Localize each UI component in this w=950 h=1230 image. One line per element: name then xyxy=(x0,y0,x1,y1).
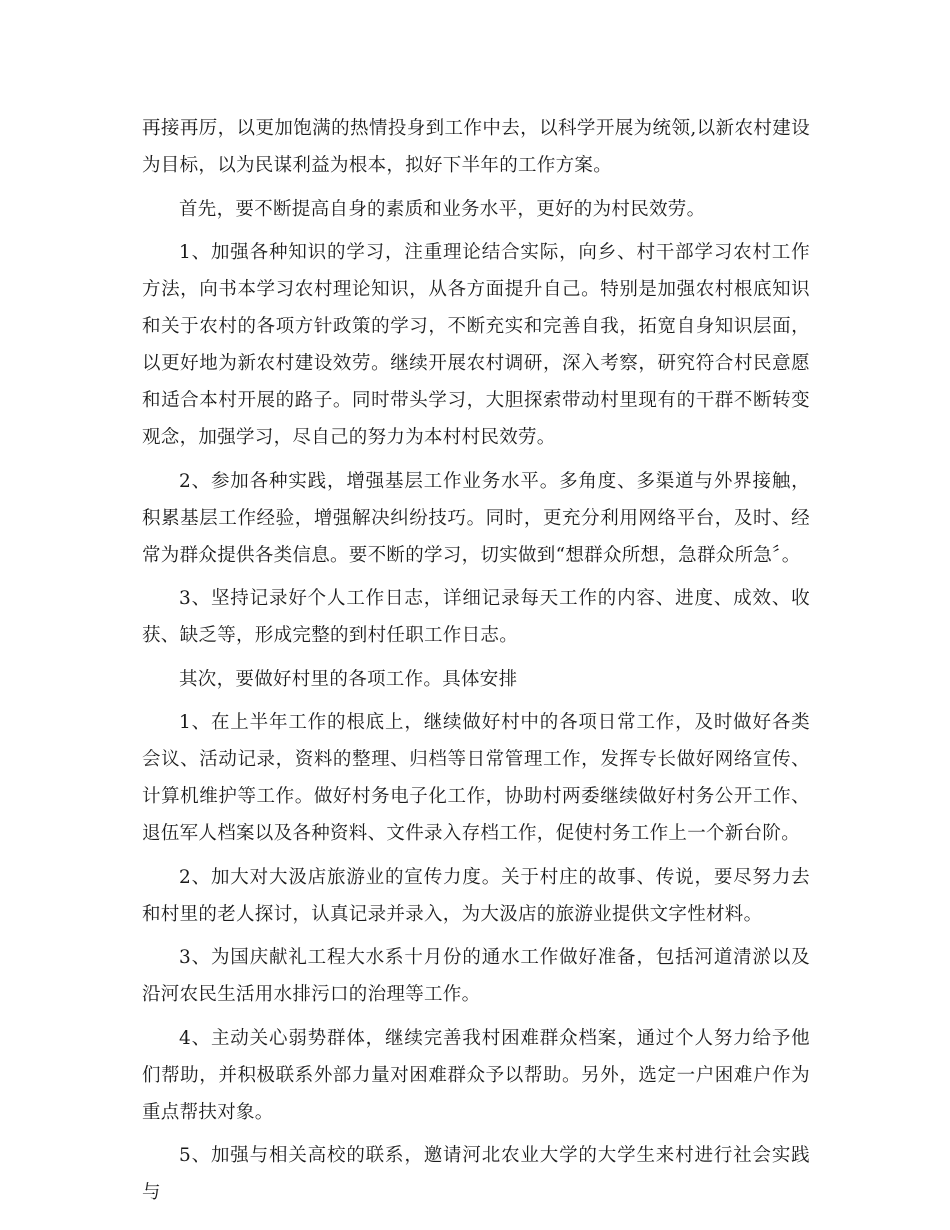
paragraph-plan-3-water-system: 3、为国庆献礼工程大水系十月份的通水工作做好准备，包括河道清淤以及沿河农民生活用水排污口的治理等工作。 xyxy=(142,947,810,1005)
paragraph-plan-2-tourism: 2、加大对大汲店旅游业的宣传力度。关于村庄的故事、传说，要尽努力去和村里的老人探讨，认真记录并录入，为大汲店的旅游业提供文字性材料。 xyxy=(142,866,810,925)
paragraph-plan-5-universities: 5、加强与相关高校的联系，邀请河北农业大学的大学生来村进行社会实践与 xyxy=(142,1145,810,1203)
paragraph-plan-1-daily-work: 1、在上半年工作的根底上，继续做好村中的各项日常工作，及时做好各类会议、活动记录，资料的整理、归档等日常管理工作，发挥专长做好网络宣传、计算机维护等工作。做好村务电子化工作，协助村两委继续做好村务公开工作、退伍军人档案以及各种资料、文件录入存档工作，促使村务工作上一个新台阶。 xyxy=(142,712,810,844)
paragraph-plan-4-vulnerable-groups: 4、主动关心弱势群体，继续完善我村困难群众档案，通过个人努力给予他们帮助，并积极联系外部力量对困难群众予以帮助。另外，选定一户困难户作为重点帮扶对象。 xyxy=(142,1027,810,1123)
paragraph-item-1-study: 1、加强各种知识的学习，注重理论结合实际，向乡、村干部学习农村工作方法，向书本学习农村理论知识，从各方面提升自己。特别是加强农村根底知识和关于农村的各项方针政策的学习，不断充实和完善自我，拓宽自身知识层面，以更好地为新农村建设效劳。继续开展农村调研，深入考察，研究符合村民意愿和适合本村开展的路子。同时带头学习，大胆探索带动村里现有的干群不断转变观念，加强学习，尽自己的努力为本村村民效劳。 xyxy=(142,242,810,448)
paragraph-first-heading: 首先，要不断提高自身的素质和业务水平，更好的为村民效劳。 xyxy=(179,198,706,220)
paragraph-continuation: 再接再厉，以更加饱满的热情投身到工作中去，以科学开展为统领,以新农村建设为目标，以为民谋利益为根本，拟好下半年的工作方案。 xyxy=(142,118,810,176)
paragraph-second-heading: 其次，要做好村里的各项工作。具体安排 xyxy=(179,668,518,690)
paragraph-item-2-practice: 2、参加各种实践，增强基层工作业务水平。多角度、多渠道与外界接触，积累基层工作经验，增强解决纠纷技巧。同时，更充分利用网络平台，及时、经常为群众提供各类信息。要不断的学习，切实做到“想群众所想，急群众所急〞。 xyxy=(142,470,810,566)
document-body xyxy=(142,110,810,1218)
paragraph-item-3-log: 3、坚持记录好个人工作日志，详细记录每天工作的内容、进度、成效、收获、缺乏等，形成完整的到村任职工作日志。 xyxy=(142,588,810,646)
